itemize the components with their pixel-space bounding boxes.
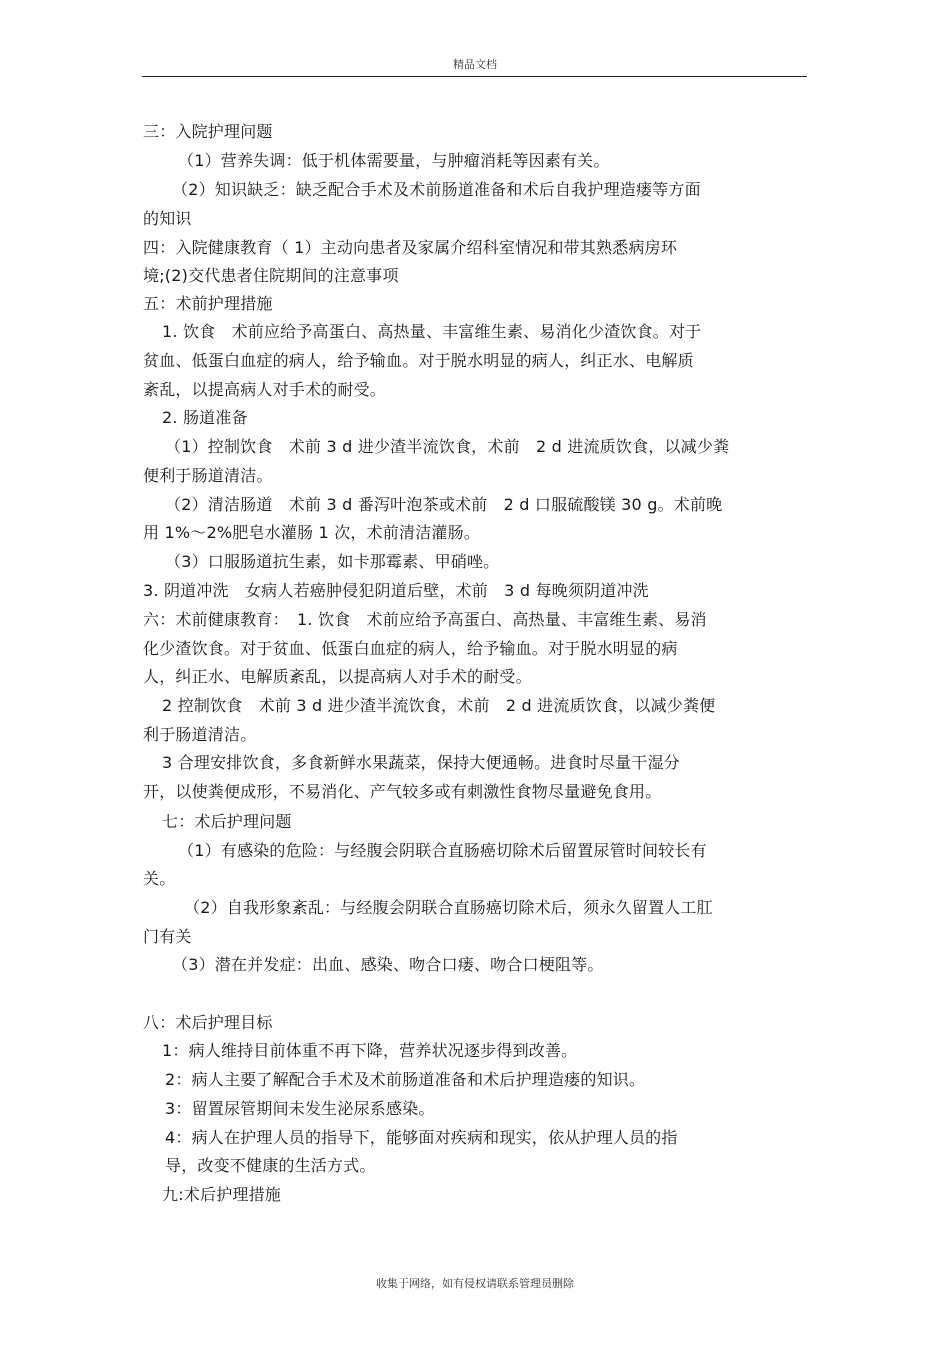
text-line: 3 合理安排饮食，多食新鲜水果蔬菜，保持大便通畅。进食时尽量干湿分 [162,753,680,772]
text-line: 利于肠道清洁。 [143,725,257,744]
text-line: 化少渣饮食。对于贫血、低蛋白血症的病人，给予输血。对于脱水明显的病 [143,639,678,658]
section-heading: 五：术前护理措施 [143,294,273,313]
text-line: 3：留置尿管期间未发生泌尿系感染。 [165,1099,435,1118]
section-heading: 四：入院健康教育（ 1）主动向患者及家属介绍科室情况和带其熟悉病房环 [143,238,678,257]
page-footer: 收集于网络，如有侵权请联系管理员删除 [376,1277,574,1290]
text-line: （1）营养失调：低于机体需要量，与肿瘤消耗等因素有关。 [178,151,610,170]
section-heading: 七：术后护理问题 [162,812,292,831]
text-line: （3）潜在并发症：出血、感染、吻合口瘘、吻合口梗阻等。 [172,955,604,974]
text-line: 4：病人在护理人员的指导下，能够面对疾病和现实，依从护理人员的指 [165,1128,678,1147]
text-line: 用 1%～2%肥皂水灌肠 1 次，术前清洁灌肠。 [143,523,481,542]
text-line: 1：病人维持目前体重不再下降，营养状况逐步得到改善。 [162,1041,578,1060]
text-line: 贫血、低蛋白血症的病人，给予输血。对于脱水明显的病人，纠正水、电解质 [143,351,694,370]
header-divider [142,76,807,77]
section-heading: 三：入院护理问题 [143,122,273,141]
text-line: 2 控制饮食 术前 3 d 进少渣半流饮食，术前 2 d 进流质饮食，以减少粪便 [162,696,716,715]
text-line: 开，以使粪便成形，不易消化、产气较多或有刺激性食物尽量避免食用。 [143,782,662,801]
text-line: 紊乱，以提高病人对手术的耐受。 [143,380,387,399]
text-line: 1. 饮食 术前应给予高蛋白、高热量、丰富维生素、易消化少渣饮食。对于 [162,322,702,341]
text-line: 2. 肠道准备 [162,408,248,427]
section-heading: 六：术前健康教育： 1. 饮食 术前应给予高蛋白、高热量、丰富维生素、易消 [143,610,707,629]
text-line: （1）控制饮食 术前 3 d 进少渣半流饮食，术前 2 d 进流质饮食，以减少粪 [165,437,730,456]
text-line: （2）知识缺乏：缺乏配合手术及术前肠道准备和术后自我护理造瘘等方面 [172,180,701,199]
text-line: 导，改变不健康的生活方式。 [165,1156,376,1175]
text-line: （1）有感染的危险：与经腹会阴联合直肠癌切除术后留置尿管时间较长有 [178,841,707,860]
text-line: 3. 阴道冲洗 女病人若癌肿侵犯阴道后壁，术前 3 d 每晚须阴道冲洗 [143,581,649,600]
text-line: 人，纠正水、电解质紊乱，以提高病人对手术的耐受。 [143,667,532,686]
text-line: （2）自我形象紊乱：与经腹会阴联合直肠癌切除术后，须永久留置人工肛 [184,898,713,917]
section-heading: 九:术后护理措施 [162,1185,281,1204]
section-heading: 八：术后护理目标 [143,1013,273,1032]
text-line: （3）口服肠道抗生素，如卡那霉素、甲硝唑。 [165,552,500,571]
text-line: 境;(2)交代患者住院期间的注意事项 [143,266,399,285]
text-line: 关。 [143,869,176,888]
text-line: 门有关 [143,927,192,946]
text-line: 2：病人主要了解配合手术及术前肠道准备和术后护理造瘘的知识。 [165,1070,646,1089]
text-line: 便利于肠道清洁。 [143,466,273,485]
text-line: （2）清洁肠道 术前 3 d 番泻叶泡茶或术前 2 d 口服硫酸镁 30 g。术前晚 [165,495,723,514]
text-line: 的知识 [143,209,192,228]
page-header: 精品文档 [453,58,497,71]
